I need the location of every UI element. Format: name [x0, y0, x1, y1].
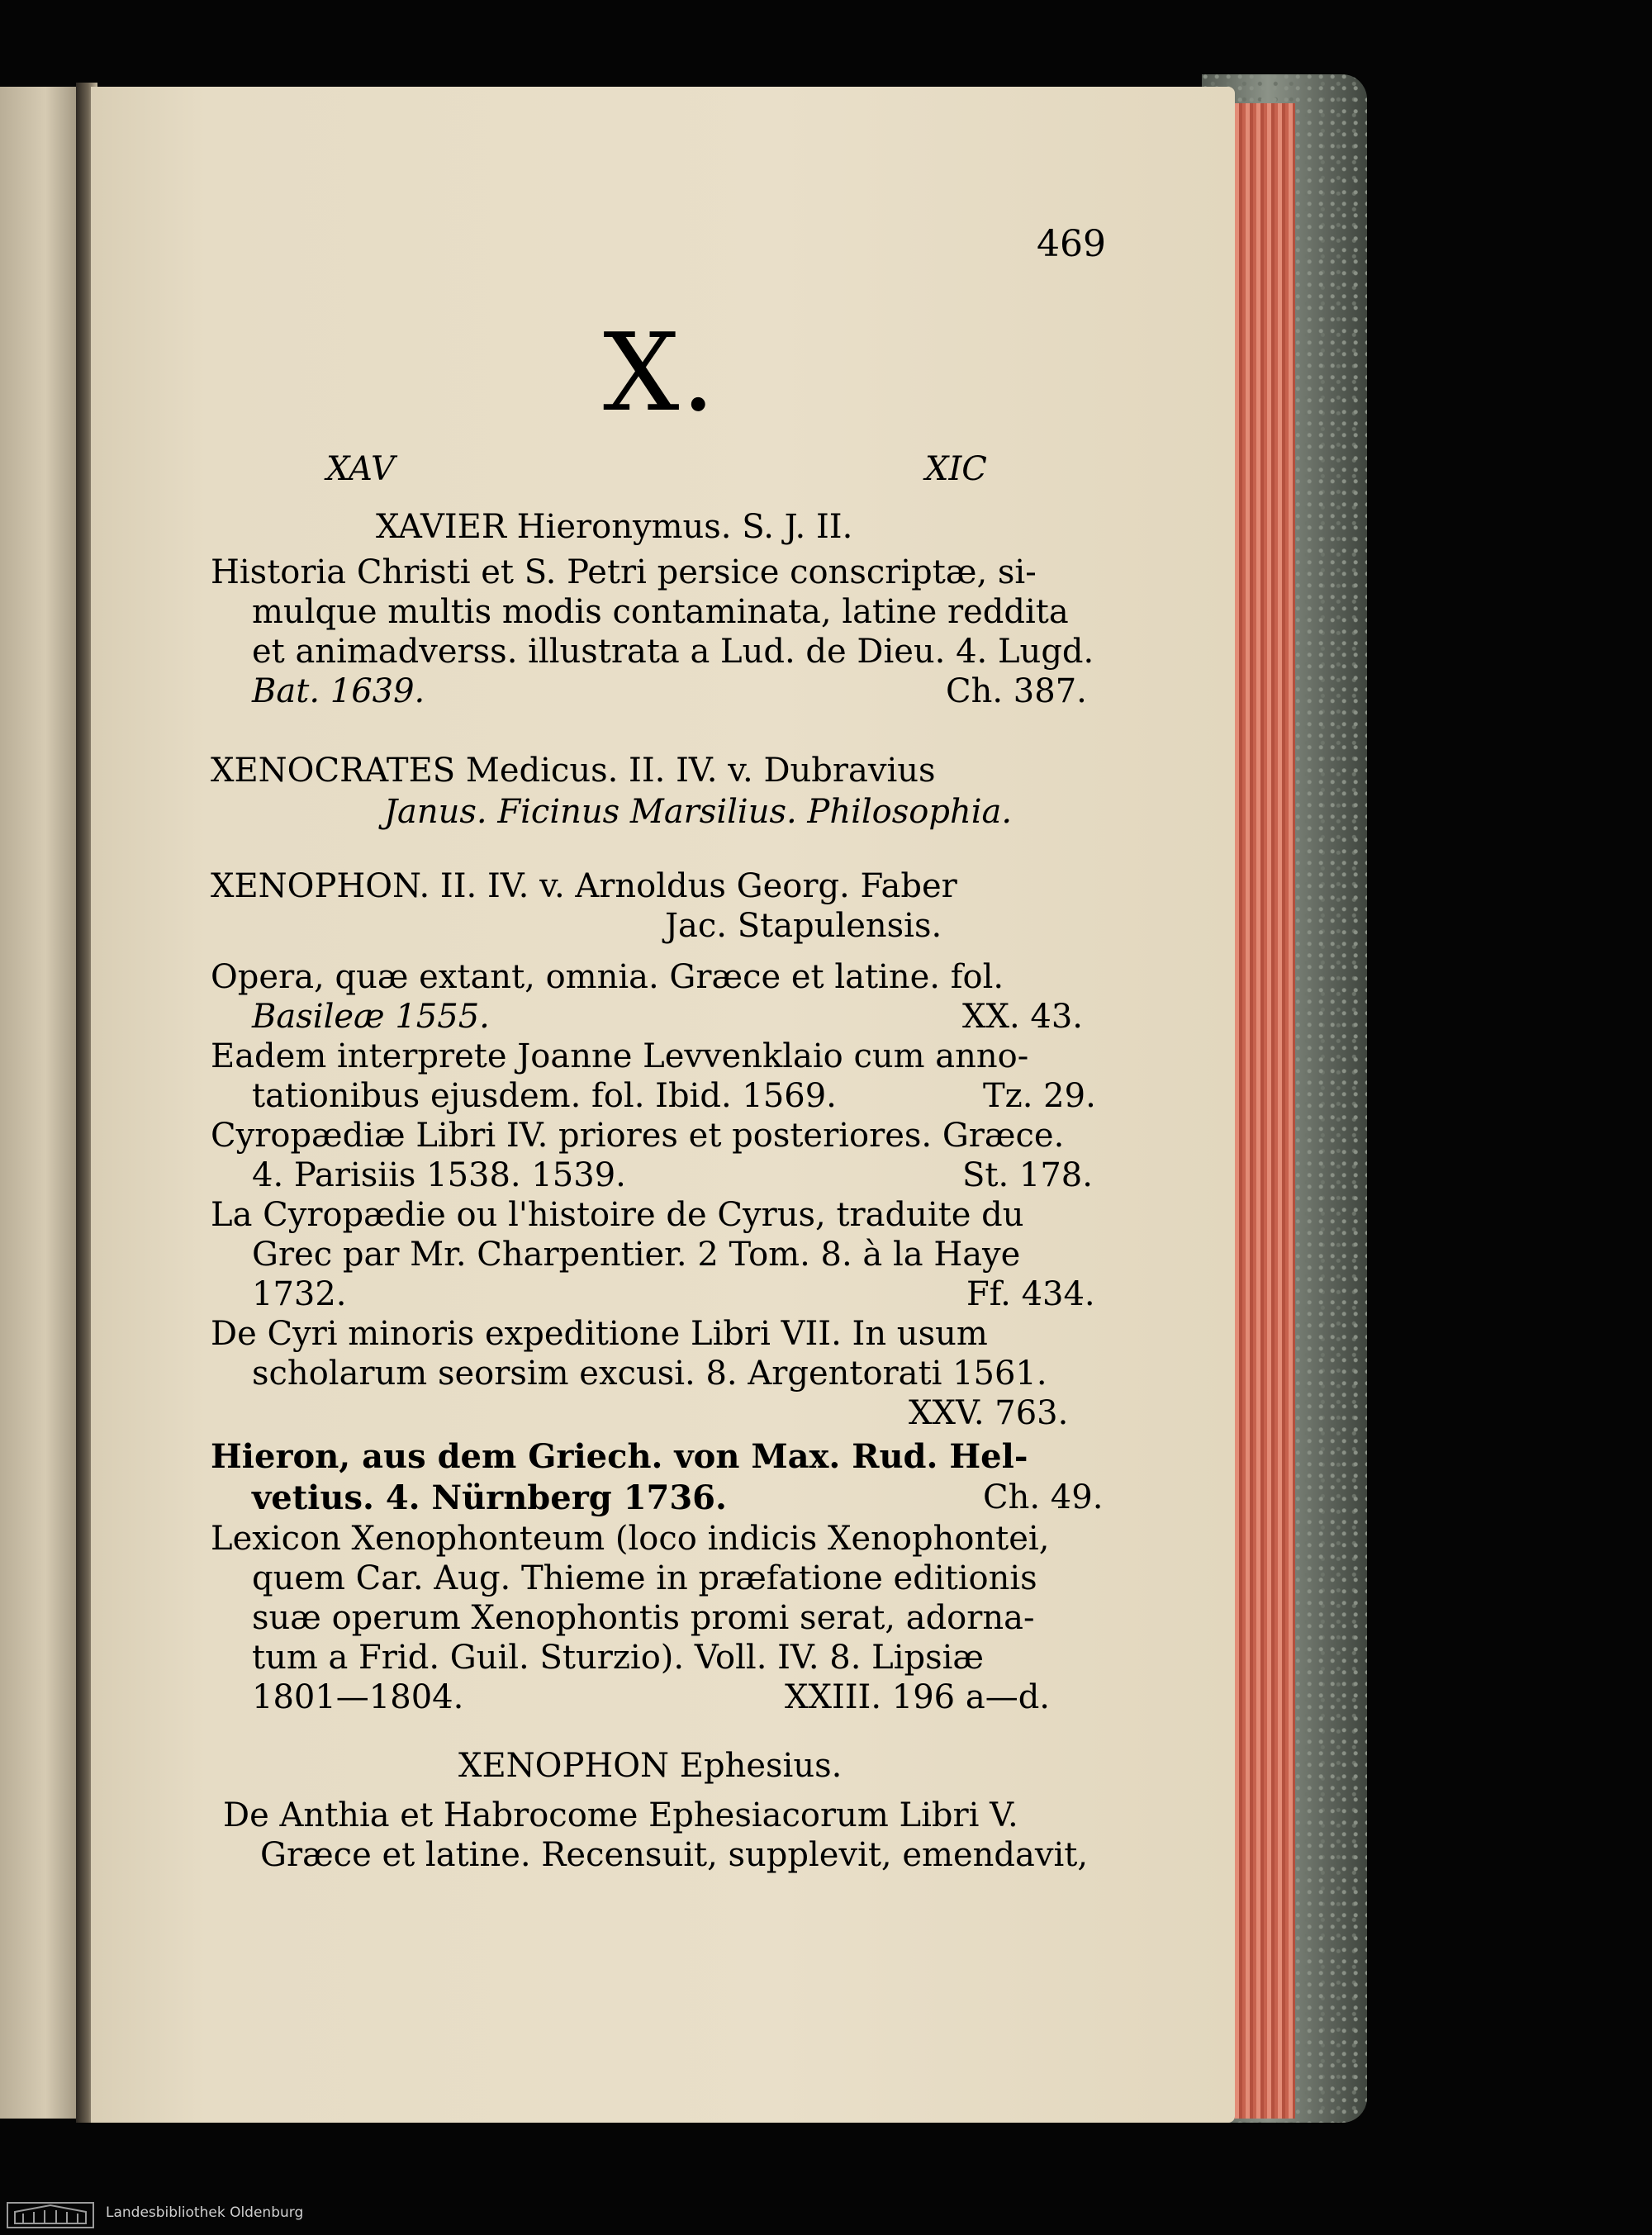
running-header-left: XAV: [326, 450, 395, 488]
entry-line: Basileæ 1555.: [252, 998, 490, 1036]
entry-line: Jac. Stapulensis.: [665, 907, 942, 945]
entry-line: 1732.: [252, 1275, 347, 1313]
library-name: Landesbibliothek Oldenburg: [106, 2204, 304, 2221]
shelfmark: XXIII. 196 a—d.: [785, 1678, 1051, 1716]
entry-line: Eadem interprete Joanne Levvenklaio cum anno-: [211, 1037, 1029, 1075]
entry-line-fraktur: Hieron, aus dem Griech. von Max. Rud. Hel-: [211, 1437, 1028, 1476]
entry-line: suæ operum Xenophontis promi serat, adorna-: [252, 1599, 1035, 1637]
entry-line: 1801—1804.: [252, 1678, 464, 1716]
facing-page-edge: [0, 87, 83, 2119]
entry-line: tationibus ejusdem. fol. Ibid. 1569.: [252, 1077, 837, 1115]
shelfmark: Tz. 29.: [983, 1077, 1096, 1115]
entry-heading-xenophon: XENOPHON. II. IV. v. Arnoldus Georg. Faber: [211, 867, 957, 905]
entry-line: scholarum seorsim excusi. 8. Argentorati 1561.: [252, 1355, 1047, 1393]
entry-line: mulque multis modis contaminata, latine reddita: [252, 593, 1069, 631]
entry-line: Janus. Ficinus Marsilius. Philosophia.: [384, 793, 1013, 831]
page-number: 469: [1037, 223, 1106, 265]
entry-line: tum a Frid. Guil. Sturzio). Voll. IV. 8. Lipsiæ: [252, 1639, 985, 1677]
entry-line-fraktur: vetius. 4. Nürnberg 1736.: [252, 1478, 727, 1517]
entry-line: Grec par Mr. Charpentier. 2 Tom. 8. à la Haye: [252, 1236, 1021, 1274]
shelfmark: XX. 43.: [962, 998, 1083, 1036]
entry-heading-xavier: XAVIER Hieronymus. S. J. II.: [376, 508, 853, 546]
entry-line: La Cyropædie ou l'histoire de Cyrus, traduite du: [211, 1196, 1024, 1234]
shelfmark: Ff. 434.: [966, 1275, 1095, 1313]
library-logo-icon: [7, 2202, 94, 2228]
entry-line: De Anthia et Habrocome Ephesiacorum Libri V.: [223, 1796, 1018, 1834]
section-letter: X.: [603, 310, 717, 435]
running-header-right: XIC: [925, 450, 987, 488]
entry-line: quem Car. Aug. Thieme in præfatione editionis: [252, 1559, 1037, 1597]
entry-line: De Cyri minoris expeditione Libri VII. In usum: [211, 1315, 988, 1353]
shelfmark: Ch. 49.: [983, 1478, 1104, 1516]
shelfmark: XXV. 763.: [909, 1394, 1069, 1432]
entry-line: Opera, quæ extant, omnia. Græce et latine. fol.: [211, 958, 1004, 996]
entry-line: Græce et latine. Recensuit, supplevit, emendavit,: [260, 1836, 1089, 1874]
entry-line: Lexicon Xenophonteum (loco indicis Xenophontei,: [211, 1520, 1050, 1558]
entry-line: 4. Parisiis 1538. 1539.: [252, 1156, 626, 1194]
entry-line: Historia Christi et S. Petri persice conscriptæ, si-: [211, 553, 1037, 591]
entry-heading-xenophon-ephesius: XENOPHON Ephesius.: [458, 1747, 843, 1785]
entry-line: Bat. 1639.: [252, 672, 425, 710]
entry-heading-xenocrates: XENOCRATES Medicus. II. IV. v. Dubravius: [211, 752, 936, 790]
entry-line: Cyropædiæ Libri IV. priores et posteriores. Græce.: [211, 1117, 1065, 1155]
shelfmark: Ch. 387.: [946, 672, 1087, 710]
entry-line: et animadverss. illustrata a Lud. de Dieu. 4. Lugd.: [252, 633, 1094, 671]
shelfmark: St. 178.: [962, 1156, 1093, 1194]
